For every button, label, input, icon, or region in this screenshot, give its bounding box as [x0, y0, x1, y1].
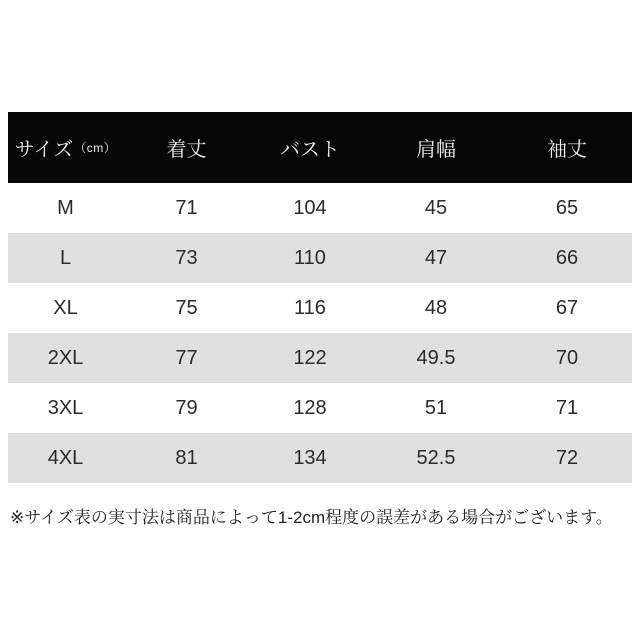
- table-row: [8, 283, 632, 333]
- table-row: [8, 433, 632, 483]
- value-cell: 67: [555, 296, 579, 319]
- size-note: ※サイズ表の実寸法は商品によって1-2cm程度の誤差がある場合がございます。: [10, 508, 613, 527]
- table-row: [8, 183, 632, 233]
- value-cell: 104: [293, 196, 327, 219]
- value-cell: 66: [555, 246, 579, 269]
- table-row: [8, 383, 632, 433]
- value-cell: 75: [175, 296, 198, 319]
- table-body: [8, 183, 632, 483]
- value-cell: 73: [175, 246, 198, 269]
- size-cell: 3XL: [47, 396, 84, 419]
- header-size-label: サイズ: [14, 139, 74, 161]
- size-cell: XL: [53, 296, 78, 319]
- value-cell: 51: [424, 396, 448, 419]
- value-cell: 47: [424, 246, 448, 269]
- value-cell: 70: [555, 346, 579, 369]
- value-cell: 79: [175, 396, 198, 419]
- header-cell-length: 着丈: [166, 139, 207, 161]
- value-cell: 134: [293, 446, 327, 469]
- header-cell-bust: バスト: [280, 139, 340, 161]
- size-chart-table: [8, 112, 632, 483]
- size-cell: 4XL: [47, 446, 84, 469]
- size-cell: L: [59, 246, 72, 269]
- value-cell: 49.5: [416, 346, 456, 369]
- value-cell: 77: [175, 346, 198, 369]
- value-cell: 65: [555, 196, 579, 219]
- table-header-row: [8, 112, 632, 183]
- header-cell-shoulder: 肩幅: [416, 139, 456, 161]
- value-cell: 122: [293, 346, 327, 369]
- header-cell-size: [8, 112, 123, 183]
- value-cell: 128: [293, 396, 327, 419]
- header-size-unit: （cm）: [74, 141, 117, 155]
- table-row: [8, 333, 632, 383]
- value-cell: 116: [294, 296, 326, 319]
- header-cell-sleeve: 袖丈: [547, 139, 587, 161]
- value-cell: 72: [555, 446, 579, 469]
- value-cell: 110: [294, 246, 326, 269]
- size-cell: 2XL: [47, 346, 84, 369]
- value-cell: 45: [424, 196, 448, 219]
- value-cell: 71: [175, 196, 198, 219]
- value-cell: 71: [555, 396, 579, 419]
- value-cell: 81: [175, 446, 198, 469]
- value-cell: 52.5: [416, 446, 456, 469]
- table-row: [8, 233, 632, 283]
- value-cell: 48: [424, 296, 448, 319]
- size-cell: M: [57, 196, 74, 219]
